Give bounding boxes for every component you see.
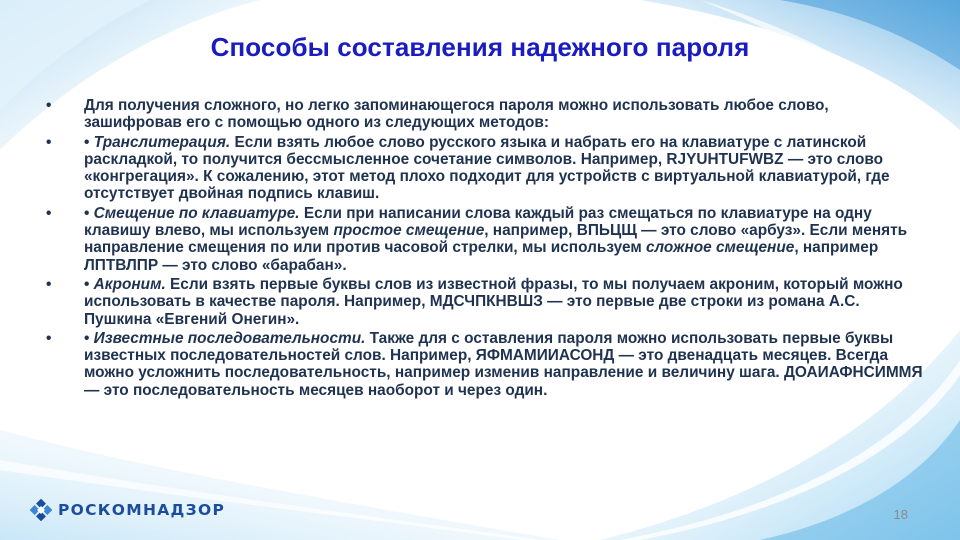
bullet-emphasis-text: Известные последовательности. [93, 329, 366, 347]
bullet-text: , например, ВПЬЦЩ — это слово «арбуз». Если менять направление смещения по или против часовой стрелки, мы используем [84, 222, 908, 257]
bullet-marker: • [46, 329, 52, 347]
bullet-item [46, 330, 926, 399]
roskomnadzor-logo-icon [30, 499, 52, 521]
bullet-marker: • [46, 275, 52, 293]
bullet-text: Если взять любое слово русского языка и набрать его на клавиатуре с латинской раскладкой, то получится бессмысленное сочетание символов. Например, RJYUHTUFWBZ — это слово «конгрегация». К сожалению, этот метод плохо подходит для устройств с виртуальной клавиатурой, где отсутствует двойная подпись клавиш. [84, 133, 890, 203]
roskomnadzor-logo [30, 497, 225, 523]
bullet-emphasis-text: простое смещение [333, 222, 485, 240]
bullet-text: Если взять первые буквы слов из известной фразы, то мы получаем акроним, который можно использовать в качестве пароля. Например, МДСЧПКНВШЗ — это первые две строки из романа А.С. Пушкина «Евгений Онегин». [84, 275, 903, 328]
bullet-emphasis-text: сложное смещение [645, 239, 795, 257]
bullet-marker: • [46, 133, 52, 151]
bullet-text: Также для с оставления пароля можно использовать первые буквы известных последовательностей слов. Например, ЯФМАМИИАСОНД — это двенадцать месяцев. Всегда можно усложнить последовательность, например изменив направление и величину шага. ДОАИАФНСИММЯ — это последовательность месяцев наоборот и через один. [84, 329, 923, 399]
bullet-text: Для получения сложного, но легко запоминающегося пароля можно использовать любое слово, зашифровав его с помощью одного из следующих методов: [84, 97, 829, 132]
bullet-item [46, 97, 926, 132]
bullet-emphasis-text: Смещение по клавиатуре. [93, 204, 300, 222]
bullet-item [46, 205, 926, 274]
logo-text: РОСКОМНАДЗОР [58, 501, 226, 519]
bullet-emphasis-text: Акроним. [93, 275, 166, 293]
bullet-text: • [84, 133, 94, 151]
bullet-item [46, 276, 926, 328]
bullet-text: • [84, 329, 94, 347]
bullet-text: , например ЛПТВЛПР — это слово «барабан». [84, 239, 879, 274]
bullet-item [46, 134, 926, 203]
bullet-text: • [84, 275, 94, 293]
bullet-text: Если при написании слова каждый раз смещаться по клавиатуре на одну клавишу влево, мы используем [84, 204, 872, 240]
bullet-text: • [84, 204, 94, 222]
slide-title: Способы составления надежного пароля [210, 32, 750, 62]
bullet-list [46, 97, 926, 401]
bullet-emphasis-text: Транслитерация. [93, 133, 231, 151]
bullet-marker: • [46, 204, 52, 222]
page-number: 18 [893, 507, 908, 522]
bullet-marker: • [46, 97, 52, 114]
